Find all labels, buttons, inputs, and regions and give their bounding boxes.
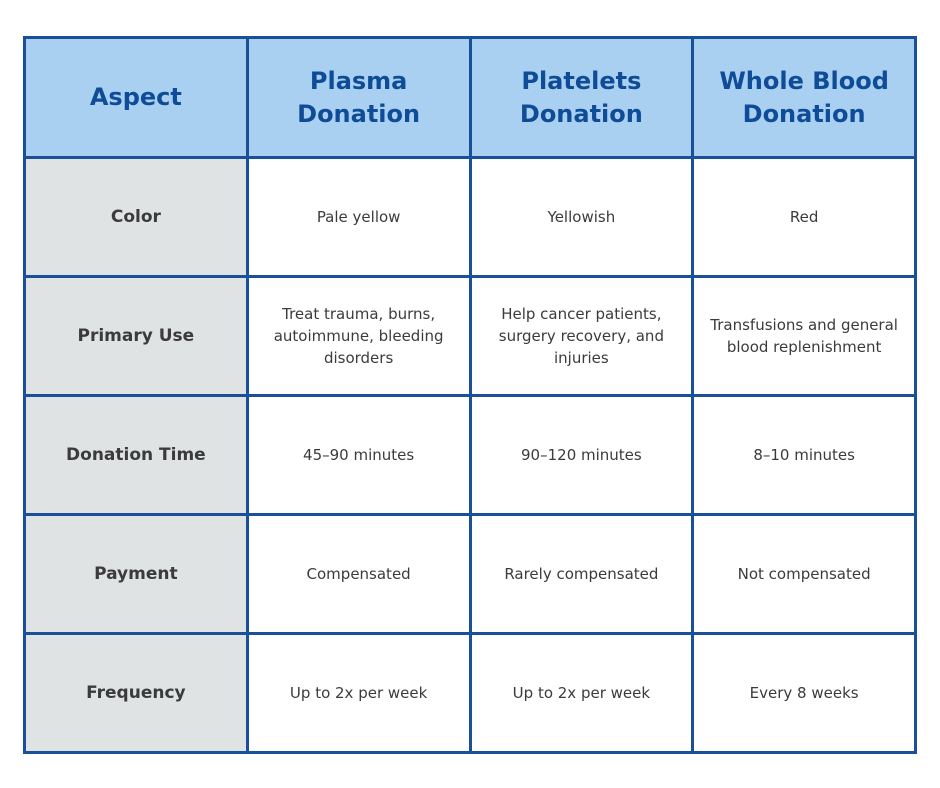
table-cell: Transfusions and general blood replenishment [693, 277, 916, 396]
table-cell: Red [693, 158, 916, 277]
column-header: Plasma Donation [247, 38, 470, 158]
column-header: Aspect [25, 38, 248, 158]
column-header: Whole Blood Donation [693, 38, 916, 158]
row-aspect-label: Payment [25, 515, 248, 634]
comparison-table [23, 36, 917, 754]
table-row [25, 158, 916, 277]
table-cell: Compensated [247, 515, 470, 634]
table-cell: Rarely compensated [470, 515, 693, 634]
table-cell: 45–90 minutes [247, 396, 470, 515]
table-cell: Not compensated [693, 515, 916, 634]
table-cell: 8–10 minutes [693, 396, 916, 515]
table-row [25, 515, 916, 634]
table-header-row [25, 38, 916, 158]
table-cell: Yellowish [470, 158, 693, 277]
row-aspect-label: Primary Use [25, 277, 248, 396]
table-row [25, 634, 916, 753]
table-cell: Up to 2x per week [247, 634, 470, 753]
column-header: Platelets Donation [470, 38, 693, 158]
row-aspect-label: Color [25, 158, 248, 277]
table-row [25, 396, 916, 515]
table-row [25, 277, 916, 396]
table-cell: Treat trauma, burns, autoimmune, bleeding disorders [247, 277, 470, 396]
table-cell: Every 8 weeks [693, 634, 916, 753]
table-cell: Pale yellow [247, 158, 470, 277]
table-cell: Up to 2x per week [470, 634, 693, 753]
comparison-table-container [23, 36, 917, 752]
table-cell: 90–120 minutes [470, 396, 693, 515]
table-cell: Help cancer patients, surgery recovery, and injuries [470, 277, 693, 396]
row-aspect-label: Frequency [25, 634, 248, 753]
row-aspect-label: Donation Time [25, 396, 248, 515]
